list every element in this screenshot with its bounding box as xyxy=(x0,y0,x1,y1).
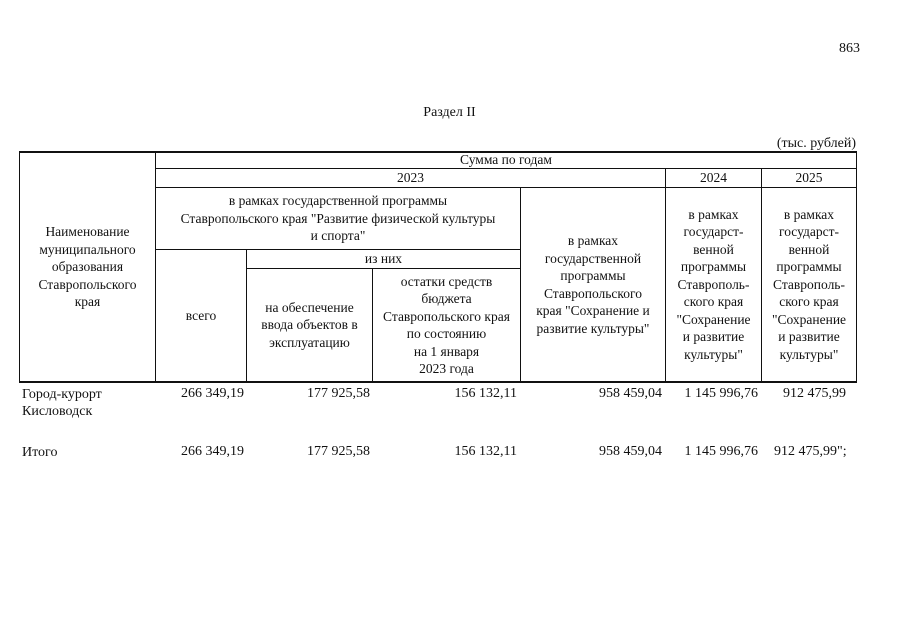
table-header-bottom-border xyxy=(19,381,857,383)
row-total: 266 349,19 xyxy=(181,444,244,459)
header-year-2025: 2025 xyxy=(795,170,823,186)
header-year-2023: 2023 xyxy=(397,170,424,186)
row-name: Итого xyxy=(22,445,58,460)
row-culture-2023: 958 459,04 xyxy=(599,386,662,401)
header-commissioning: на обеспечение ввода объектов в эксплуатацию xyxy=(261,299,358,350)
units-label: (тыс. рублей) xyxy=(776,136,856,151)
header-name-column: Наименование муниципального образования Ставропольского края xyxy=(38,224,137,310)
row-balances: 156 132,11 xyxy=(454,444,517,459)
col-line-right xyxy=(856,151,857,382)
header-total: всего xyxy=(185,307,217,323)
row-culture-2023: 958 459,04 xyxy=(599,444,662,459)
header-of-them: из них xyxy=(364,251,403,267)
row-commissioning: 177 925,58 xyxy=(307,444,370,459)
row-total: 266 349,19 xyxy=(181,386,244,401)
row-culture-2025: 912 475,99"; xyxy=(774,444,847,459)
header-program-culture-2024: в рамках государст- венной программы Ставрополь- ского края "Сохранение и развитие культуры" xyxy=(676,206,751,362)
header-program-culture-2025: в рамках государст- венной программы Ставрополь- ского края "Сохранение и развитие культуры" xyxy=(771,206,847,362)
row-culture-2024: 1 145 996,76 xyxy=(684,444,758,459)
header-year-2024: 2024 xyxy=(700,170,727,186)
row-culture-2024: 1 145 996,76 xyxy=(684,386,758,401)
row-balances: 156 132,11 xyxy=(454,386,517,401)
row-commissioning: 177 925,58 xyxy=(307,386,370,401)
section-title: Раздел II xyxy=(423,105,476,120)
header-balances: остатки средств бюджета Ставропольского края по состоянию на 1 января 2023 года xyxy=(383,273,510,376)
header-program-culture-2023: в рамках государственной программы Ставропольского края "Сохранение и развитие культуры" xyxy=(536,233,650,336)
header-sum-by-years: Сумма по годам xyxy=(460,151,552,167)
header-program-sport: в рамках государственной программы Ставропольского края "Развитие физической культуры и спорта" xyxy=(180,193,496,244)
page-number: 863 xyxy=(839,41,860,56)
row-culture-2025: 912 475,99 xyxy=(783,386,846,401)
row-name: Город-курорт Кисловодск xyxy=(22,387,102,419)
